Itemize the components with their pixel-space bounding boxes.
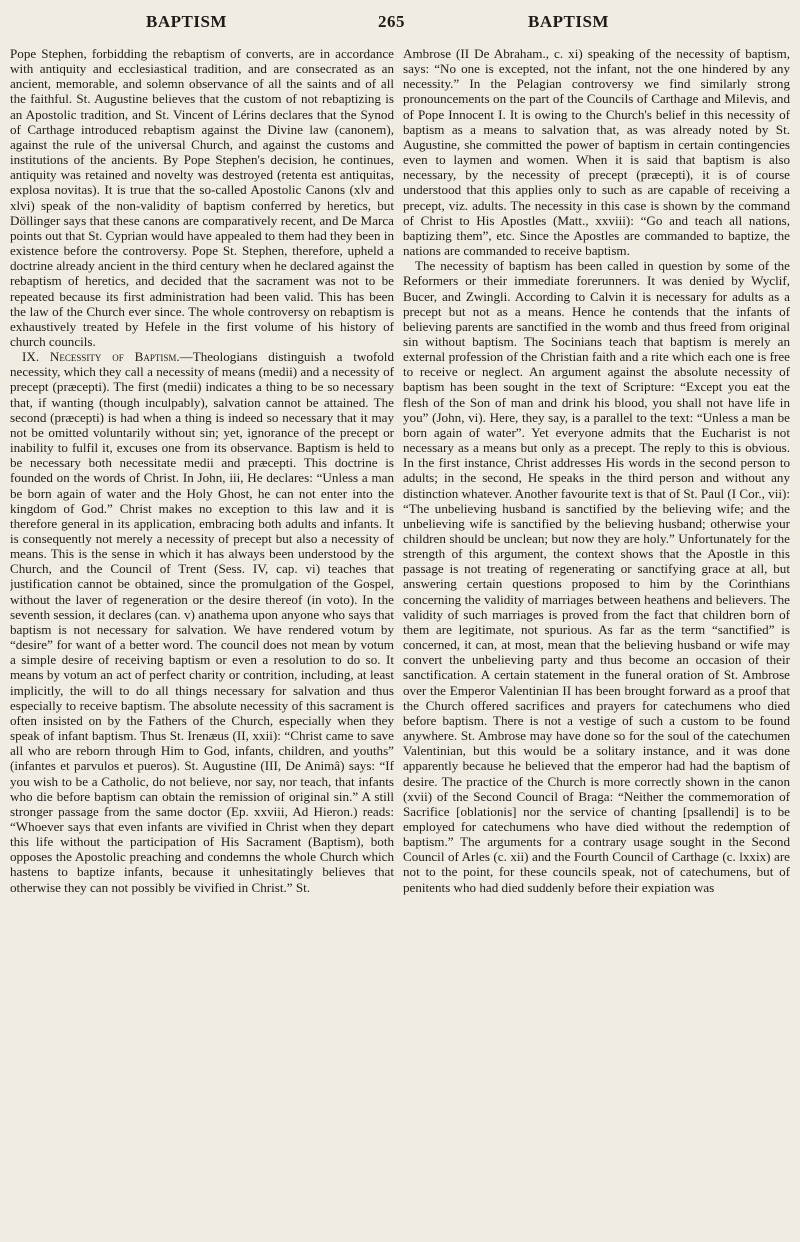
left-column <box>10 46 394 1232</box>
paragraph-necessity-of-baptism <box>10 349 394 895</box>
paragraph-rebaptism-conclusion: Pope Stephen, forbidding the rebaptism of converts, are in accordance with antiquity and ecclesiastical tradition, and are consecrated as an ancient, memorable, and solemn observance of all the saints and of all the faithful. St. Augustine believes that the custom of not rebaptizing is an Apostolic tradition, and St. Vincent of Lérins declares that the Synod of Carthage introduced rebaptism against the Divine law (canonem), against the rule of the universal Church, and against the customs and institutions of the ancients. By Pope Stephen's decision, he continues, antiquity was retained and novelty was destroyed (retenta est antiquitas, explosa novitas). It is true that the so-called Apostolic Canons (xlv and xlvi) speak of the non-validity of baptism conferred by heretics, but Döllinger says that these canons are comparatively recent, and De Marca points out that St. Cyprian would have appealed to them had they been in existence before the controversy. Pope St. Stephen, therefore, upheld a doctrine already ancient in the third century when he declared against the rebaptism of heretics, and decided that the sacrament was not to be repeated because its first administration had been valid. This has been the law of the Church ever since. The whole controversy on rebaptism is exhaustively treated by Hefele in the first volume of his history of church councils. <box>10 46 394 349</box>
header-left-title: BAPTISM <box>146 12 227 31</box>
right-column <box>403 46 790 1232</box>
paragraph-necessity-body: —Theologians distinguish a twofold necessity, which they call a necessity of means (medii) and a necessity of precept (præcepti). The first (medii) indicates a thing to be so necessary that, if wanting (though inculpably), salvation cannot be attained. The second (præcepti) is had when a thing is indeed so necessary that it may not be omitted voluntarily without sin; yet, ignorance of the precept or inability to fulfil it, excuses one from its observance. Baptism is held to be necessary both necessitate medii and præcepti. This doctrine is founded on the words of Christ. In John, iii, He declares: “Unless a man be born again of water and the Holy Ghost, he can not enter into the kingdom of God.” Christ makes no exception to this law and it is therefore general in its application, embracing both adults and infants. It is consequently not merely a necessity of precept but also a necessity of means. This is the sense in which it has always been understood by the Church, and the Council of Trent (Sess. IV, cap. vi) teaches that justification cannot be obtained, since the promulgation of the Gospel, without the laver of regeneration or the desire thereof (in voto). In the seventh session, it declares (can. v) anathema upon anyone who says that baptism is not necessary for salvation. We have rendered votum by “desire” for want of a better word. The council does not mean by votum a simple desire of receiving baptism or even a resolution to do so. It means by votum an act of perfect charity or contrition, including, at least implicitly, the will to do all things necessary for salvation and thus especially to receive baptism. The absolute necessity of this sacrament is often insisted on by the Fathers of the Church, especially when they speak of infant baptism. Thus St. Irenæus (II, xxii): “Christ came to save all who are reborn through Him to God, infants, children, and youths” (infantes et parvulos et pueros). St. Augustine (III, De Animâ) says: “If you wish to be a Catholic, do not believe, nor say, nor teach, that infants who die before baptism can obtain the remission of original sin.” A still stronger passage from the same doctor (Ep. xxviii, Ad Hieron.) reads: “Whoever says that even infants are vivified in Christ when they depart this life without the participation of His Sacrament (Baptism), both opposes the Apostolic preaching and condemns the whole Church which hastens to baptize infants, because it unhesitatingly believes that otherwise they can not possibly be vivified in Christ.” St. <box>10 349 394 895</box>
header-right-title: BAPTISM <box>528 12 609 31</box>
page-number: 265 <box>378 12 405 31</box>
paragraph-ambrose: Ambrose (II De Abraham., c. xi) speaking of the necessity of baptism, says: “No one is excepted, not the infant, not the one hindered by any necessity.” In the Pelagian controversy we find similarly strong pronouncements on the part of the Councils of Carthage and Milevis, and of Pope Innocent I. It is owing to the Church's belief in this necessity of baptism as a means to salvation that, as was already noted by St. Augustine, she committed the power of baptism in certain contingencies even to laymen and women. When it is said that baptism is also necessary, by the necessity of precept (præcepti), it is of course understood that this applies only to such as are capable of receiving a precept, viz. adults. The necessity in this case is shown by the command of Christ to His Apostles (Matt., xxviii): “Go and teach all nations, baptizing them”, etc. Since the Apostles are commanded to baptize, the nations are commanded to receive baptism. <box>403 46 790 259</box>
paragraph-reformers: The necessity of baptism has been called in question by some of the Reformers or their immediate forerunners. It was denied by Wyclif, Bucer, and Zwingli. According to Calvin it is necessary for adults as a precept but not as a means. Hence he contends that the infants of believing parents are sanctified in the womb and thus freed from original sin without baptism. The Socinians teach that baptism is merely an external profession of the Christian faith and a rite which each one is free to receive or neglect. An argument against the absolute necessity of baptism has been sought in the text of Scripture: “Except you eat the flesh of the Son of man and drink his blood, you shall not have life in you” (John, vi). Here, they say, is a parallel to the text: “Unless a man be born again of water”. Yet everyone admits that the Eucharist is not necessary as a means but only as a precept. The reply to this is obvious. In the first instance, Christ addresses His words in the second person to adults; in the second, He speaks in the third person and without any distinction whatever. Another favourite text is that of St. Paul (I Cor., vii): “The unbelieving husband is sanctified by the believing wife; and the unbelieving wife is sanctified by the believing husband; otherwise your children should be unclean; but now they are holy.” Unfortunately for the strength of this argument, the context shows that the Apostle in this passage is not treating of regenerating or sanctifying grace at all, but answering certain questions proposed to him by the Corinthians concerning the validity of marriages between heathens and believers. The validity of such marriages is proved from the fact that children born of them are legitimate, not spurious. As far as the term “sanctified” is concerned, it can, at most, mean that the believing husband or wife may convert the unbelieving party and thus become an occasion of their sanctification. A certain statement in the funeral oration of St. Ambrose over the Emperor Valentinian II has been brought forward as a proof that the Church offered sacrifices and prayers for catechumens who died before baptism. There is not a vestige of such a custom to be found anywhere. St. Ambrose may have done so for the soul of the catechumen Valentinian, but this would be a solitary instance, and it was done apparently because he believed that the emperor had had the baptism of desire. The practice of the Church is more correctly shown in the canon (xvii) of the Second Council of Braga: “Neither the commemoration of Sacrifice [oblationis] nor the service of chanting [psallendi] is to be employed for catechumens who have died without the redemption of baptism.” The arguments for a contrary usage sought in the Second Council of Arles (c. xii) and the Fourth Council of Carthage (c. lxxix) are not to the point, for these councils speak, not of catechumens, but of penitents who had died suddenly before their expiation was <box>403 258 790 895</box>
running-header <box>0 6 800 36</box>
section-heading-necessity: IX. Necessity of Baptism. <box>22 349 180 365</box>
